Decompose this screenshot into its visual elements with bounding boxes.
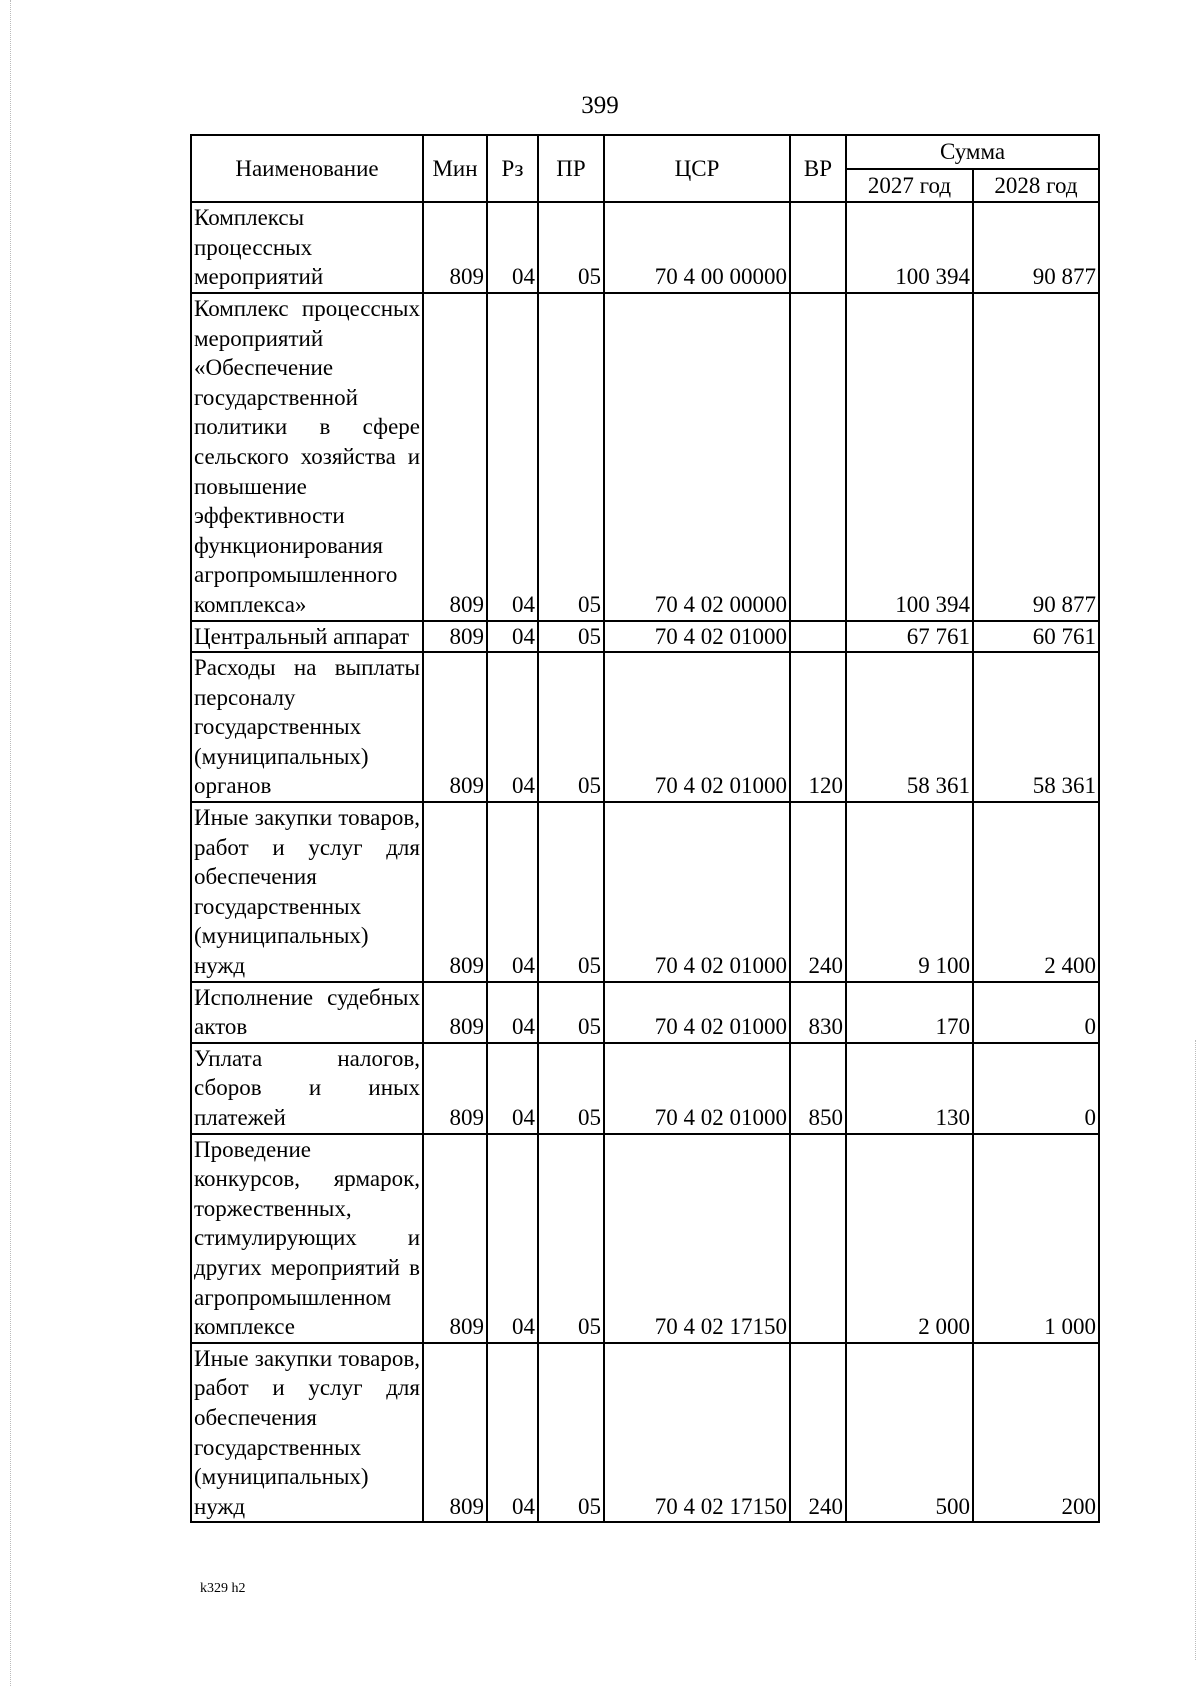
cell-sum-2028: 0 — [973, 1043, 1099, 1134]
cell-vr: 240 — [790, 802, 846, 982]
cell-sum-2028: 58 361 — [973, 652, 1099, 802]
cell-pr: 05 — [538, 1134, 604, 1343]
cell-csr: 70 4 02 17150 — [604, 1343, 790, 1523]
cell-sum-2028: 90 877 — [973, 202, 1099, 293]
cell-vr: 830 — [790, 982, 846, 1043]
header-year-2027: 2027 год — [846, 169, 973, 203]
table-row — [191, 202, 1099, 293]
cell-vr — [790, 202, 846, 293]
header-min: Мин — [423, 135, 487, 202]
cell-csr: 70 4 02 01000 — [604, 1043, 790, 1134]
table-row — [191, 621, 1099, 653]
header-sum: Сумма — [846, 135, 1099, 169]
cell-sum-2028: 200 — [973, 1343, 1099, 1523]
cell-min: 809 — [423, 293, 487, 621]
cell-sum-2027: 2 000 — [846, 1134, 973, 1343]
cell-pr: 05 — [538, 621, 604, 653]
cell-sum-2027: 58 361 — [846, 652, 973, 802]
cell-vr: 850 — [790, 1043, 846, 1134]
cell-sum-2028: 0 — [973, 982, 1099, 1043]
cell-rz: 04 — [487, 982, 538, 1043]
table-row — [191, 802, 1099, 982]
cell-sum-2027: 170 — [846, 982, 973, 1043]
cell-pr: 05 — [538, 202, 604, 293]
cell-sum-2027: 67 761 — [846, 621, 973, 653]
cell-pr: 05 — [538, 293, 604, 621]
table-row — [191, 1134, 1099, 1343]
header-name: Наименование — [191, 135, 423, 202]
cell-min: 809 — [423, 1043, 487, 1134]
cell-min: 809 — [423, 1343, 487, 1523]
cell-csr: 70 4 02 01000 — [604, 982, 790, 1043]
cell-pr: 05 — [538, 1043, 604, 1134]
cell-min: 809 — [423, 621, 487, 653]
cell-min: 809 — [423, 202, 487, 293]
header-year-2028: 2028 год — [973, 169, 1099, 203]
table-row — [191, 982, 1099, 1043]
cell-sum-2027: 100 394 — [846, 293, 973, 621]
budget-table — [190, 134, 1100, 1523]
cell-name: Комплекс процессных мероприятий «Обеспечение государственной политики в сфере сельского хозяйства и повышение эффективности функционирования агропромышленного комплекса» — [191, 293, 423, 621]
cell-min: 809 — [423, 982, 487, 1043]
table-row — [191, 1343, 1099, 1523]
cell-name: Уплата налогов, сборов и иных платежей — [191, 1043, 423, 1134]
cell-name: Исполнение судебных актов — [191, 982, 423, 1043]
header-rz: Рз — [487, 135, 538, 202]
cell-name: Иные закупки товаров, работ и услуг для обеспечения государственных (муниципальных) нужд — [191, 1343, 423, 1523]
table-header-row — [191, 135, 1099, 169]
cell-min: 809 — [423, 652, 487, 802]
scan-edge-left — [10, 0, 12, 1686]
cell-name: Центральный аппарат — [191, 621, 423, 653]
cell-vr: 120 — [790, 652, 846, 802]
cell-sum-2027: 9 100 — [846, 802, 973, 982]
table-row — [191, 293, 1099, 621]
cell-name: Проведение конкурсов, ярмарок, торжественных, стимулирующих и других мероприятий в агропромышленном комплексе — [191, 1134, 423, 1343]
cell-sum-2027: 130 — [846, 1043, 973, 1134]
cell-sum-2028: 60 761 — [973, 621, 1099, 653]
cell-pr: 05 — [538, 982, 604, 1043]
cell-csr: 70 4 02 01000 — [604, 802, 790, 982]
cell-vr — [790, 293, 846, 621]
cell-sum-2027: 100 394 — [846, 202, 973, 293]
cell-csr: 70 4 02 17150 — [604, 1134, 790, 1343]
table-row — [191, 652, 1099, 802]
cell-rz: 04 — [487, 202, 538, 293]
cell-rz: 04 — [487, 1043, 538, 1134]
table-body — [191, 202, 1099, 1522]
cell-sum-2028: 2 400 — [973, 802, 1099, 982]
cell-pr: 05 — [538, 802, 604, 982]
cell-rz: 04 — [487, 621, 538, 653]
cell-min: 809 — [423, 802, 487, 982]
cell-rz: 04 — [487, 802, 538, 982]
cell-name: Расходы на выплаты персоналу государственных (муниципальных) органов — [191, 652, 423, 802]
cell-name: Иные закупки товаров, работ и услуг для обеспечения государственных (муниципальных) нужд — [191, 802, 423, 982]
cell-csr: 70 4 02 00000 — [604, 293, 790, 621]
footer-code: k329 h2 — [200, 1581, 246, 1596]
cell-csr: 70 4 00 00000 — [604, 202, 790, 293]
cell-vr — [790, 621, 846, 653]
page-number: 399 — [581, 92, 619, 119]
cell-pr: 05 — [538, 652, 604, 802]
cell-csr: 70 4 02 01000 — [604, 621, 790, 653]
scan-edge-right — [1195, 1040, 1197, 1660]
cell-sum-2028: 90 877 — [973, 293, 1099, 621]
header-vr: ВР — [790, 135, 846, 202]
cell-rz: 04 — [487, 1343, 538, 1523]
cell-name: Комплексы процессных мероприятий — [191, 202, 423, 293]
cell-vr: 240 — [790, 1343, 846, 1523]
cell-sum-2028: 1 000 — [973, 1134, 1099, 1343]
cell-min: 809 — [423, 1134, 487, 1343]
cell-rz: 04 — [487, 1134, 538, 1343]
cell-rz: 04 — [487, 293, 538, 621]
header-pr: ПР — [538, 135, 604, 202]
table-row — [191, 1043, 1099, 1134]
cell-sum-2027: 500 — [846, 1343, 973, 1523]
cell-rz: 04 — [487, 652, 538, 802]
header-csr: ЦСР — [604, 135, 790, 202]
cell-csr: 70 4 02 01000 — [604, 652, 790, 802]
cell-pr: 05 — [538, 1343, 604, 1523]
cell-vr — [790, 1134, 846, 1343]
